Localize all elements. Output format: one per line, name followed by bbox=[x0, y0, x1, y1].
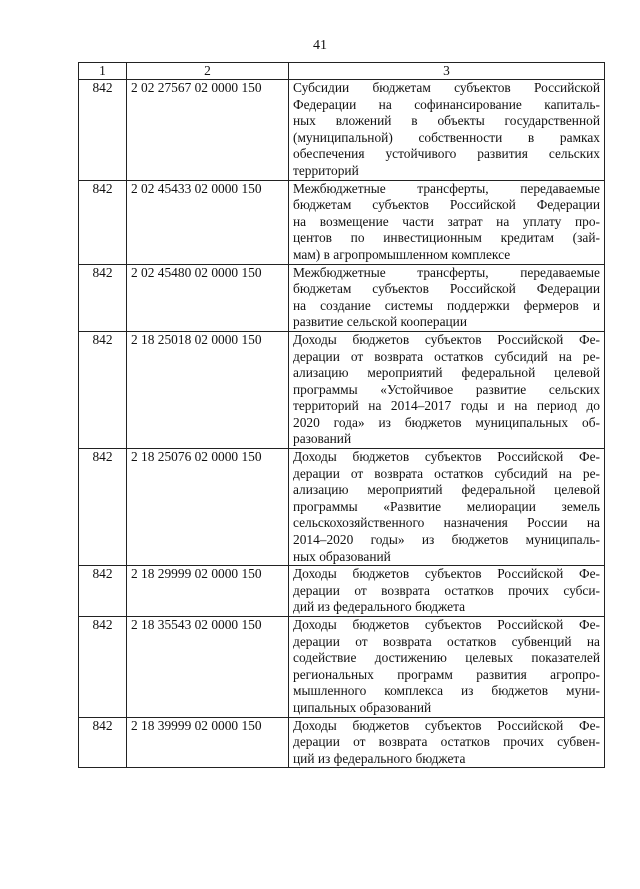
description-cell bbox=[289, 717, 605, 768]
description-line: региональных программ развития агропро- bbox=[293, 666, 600, 682]
description-line: 2020 года» из бюджетов муниципальных об- bbox=[293, 414, 600, 430]
table-row bbox=[79, 566, 605, 617]
description-line: бюджетам субъектов Российской Федерации bbox=[293, 281, 600, 297]
table-row bbox=[79, 180, 605, 264]
description-line: Доходы бюджетов субъектов Российской Фе- bbox=[293, 331, 600, 347]
revenue-code-cell: 2 18 35543 02 0000 150 bbox=[127, 617, 289, 718]
budget-codes-table bbox=[78, 62, 605, 768]
header-col-2: 2 bbox=[127, 63, 289, 80]
admin-code-cell: 842 bbox=[79, 617, 127, 718]
description-cell bbox=[289, 331, 605, 448]
description-line: дерации от возврата остатков субсидий на ре- bbox=[293, 465, 600, 481]
revenue-code-cell: 2 02 27567 02 0000 150 bbox=[127, 80, 289, 181]
description-line: программы «Устойчивое развитие сельских bbox=[293, 381, 600, 397]
description-line: дерации от возврата остатков субвенций на bbox=[293, 633, 600, 649]
description-line: Доходы бюджетов субъектов Российской Фе- bbox=[293, 617, 600, 632]
description-line: Доходы бюджетов субъектов Российской Фе- bbox=[293, 449, 600, 465]
description-line: развитие сельской кооперации bbox=[293, 314, 468, 330]
description-line: обеспечения устойчивого развития сельских bbox=[293, 146, 600, 162]
admin-code-cell: 842 bbox=[79, 80, 127, 181]
revenue-code-cell: 2 18 25076 02 0000 150 bbox=[127, 449, 289, 566]
description-line: бюджетам субъектов Российской Федерации bbox=[293, 197, 600, 213]
table-row bbox=[79, 80, 605, 181]
revenue-code-cell: 2 02 45433 02 0000 150 bbox=[127, 180, 289, 264]
description-line: Федерации на софинансирование капиталь- bbox=[293, 96, 600, 112]
description-line: на создание системы поддержки фермеров и bbox=[293, 297, 600, 313]
description-cell bbox=[289, 180, 605, 264]
admin-code-cell: 842 bbox=[79, 264, 127, 331]
description-line: на возмещение части затрат на уплату про- bbox=[293, 213, 600, 229]
description-line: программы «Развитие мелиорации земель bbox=[293, 498, 600, 514]
table-row bbox=[79, 264, 605, 331]
description-line: Доходы бюджетов субъектов Российской Фе- bbox=[293, 717, 600, 733]
revenue-code-cell: 2 18 39999 02 0000 150 bbox=[127, 717, 289, 768]
description-line: 2014–2020 годы» из бюджетов муниципаль- bbox=[293, 532, 600, 548]
description-line: содействие достижению целевых показателей bbox=[293, 650, 600, 666]
description-line: мышленного комплекса из бюджетов муни- bbox=[293, 683, 600, 699]
table-body bbox=[79, 80, 605, 768]
description-line: разований bbox=[293, 431, 352, 447]
description-line: территорий на 2014–2017 годы и на период до bbox=[293, 398, 600, 414]
admin-code-cell: 842 bbox=[79, 331, 127, 448]
description-line: дерации от возврата остатков прочих субси- bbox=[293, 582, 600, 598]
table-header bbox=[79, 63, 605, 80]
description-cell bbox=[289, 449, 605, 566]
description-line: дий из федерального бюджета bbox=[293, 599, 466, 615]
description-line: (муниципальной) собственности в рамках bbox=[293, 129, 600, 145]
description-line: Субсидии бюджетам субъектов Российской bbox=[293, 80, 600, 95]
description-line: дерации от возврата остатков субсидий на ре- bbox=[293, 348, 600, 364]
description-line: Межбюджетные трансферты, передаваемые bbox=[293, 180, 600, 196]
description-line: ций из федерального бюджета bbox=[293, 750, 466, 766]
description-line: ализацию мероприятий федеральной целевой bbox=[293, 482, 600, 498]
header-col-3: 3 bbox=[289, 63, 605, 80]
admin-code-cell: 842 bbox=[79, 180, 127, 264]
page-number: 41 bbox=[313, 38, 327, 53]
admin-code-cell: 842 bbox=[79, 566, 127, 617]
description-line: ных образований bbox=[293, 548, 391, 564]
description-line: территорий bbox=[293, 162, 359, 178]
description-cell bbox=[289, 264, 605, 331]
description-cell bbox=[289, 617, 605, 718]
description-line: ципальных образований bbox=[293, 699, 432, 715]
admin-code-cell: 842 bbox=[79, 717, 127, 768]
description-line: Доходы бюджетов субъектов Российской Фе- bbox=[293, 566, 600, 582]
header-col-1: 1 bbox=[79, 63, 127, 80]
table-row bbox=[79, 449, 605, 566]
description-line: ных вложений в объекты государственной bbox=[293, 113, 600, 129]
description-line: центов по инвестиционным кредитам (зай- bbox=[293, 230, 600, 246]
revenue-code-cell: 2 18 25018 02 0000 150 bbox=[127, 331, 289, 448]
description-line: ализацию мероприятий федеральной целевой bbox=[293, 365, 600, 381]
description-line: сельскохозяйственного назначения России на bbox=[293, 515, 600, 531]
description-cell bbox=[289, 566, 605, 617]
revenue-code-cell: 2 02 45480 02 0000 150 bbox=[127, 264, 289, 331]
header-row bbox=[79, 63, 605, 80]
table-row bbox=[79, 331, 605, 448]
table-row bbox=[79, 617, 605, 718]
revenue-code-cell: 2 18 29999 02 0000 150 bbox=[127, 566, 289, 617]
description-line: мам) в агропромышленном комплексе bbox=[293, 246, 511, 262]
description-line: дерации от возврата остатков прочих субвен- bbox=[293, 734, 600, 750]
description-line: Межбюджетные трансферты, передаваемые bbox=[293, 264, 600, 280]
table-row bbox=[79, 717, 605, 768]
admin-code-cell: 842 bbox=[79, 449, 127, 566]
description-cell bbox=[289, 80, 605, 181]
